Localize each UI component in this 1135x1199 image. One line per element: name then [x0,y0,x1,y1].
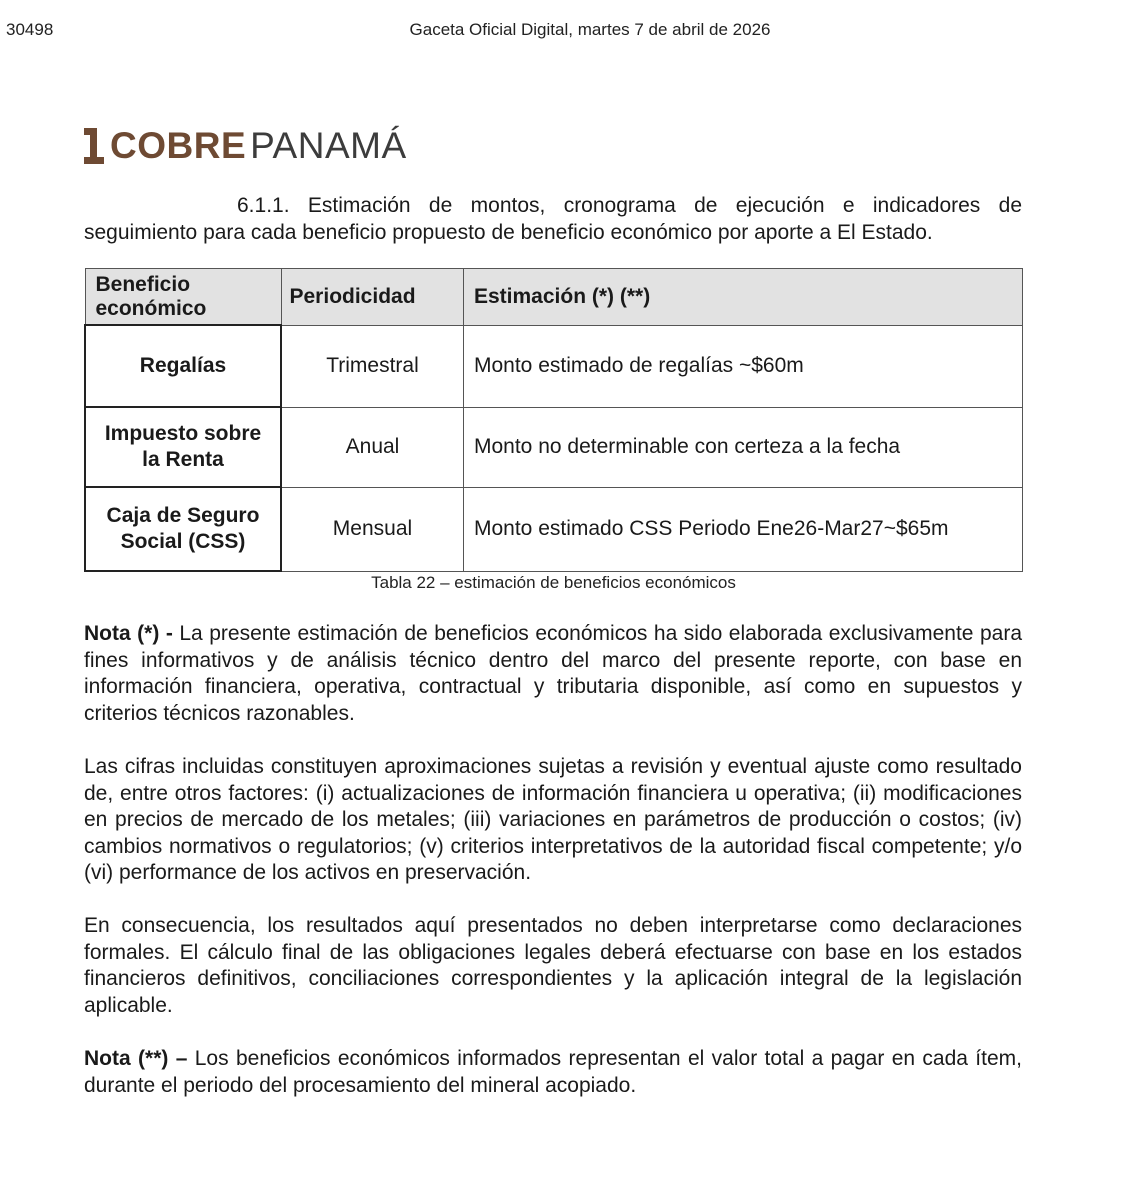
note-2-paragraph [84,1046,1022,1099]
company-logo [84,122,407,170]
table-caption: Tabla 22 – estimación de beneficios económicos [371,573,736,592]
period-cell: Anual [281,407,464,487]
period-cell: Mensual [281,487,464,571]
benefits-table [84,268,1023,572]
estimate-cell: Monto estimado de regalías ~$60m [464,325,1023,407]
paragraph-2: Las cifras incluidas constituyen aproximaciones sujetas a revisión y eventual ajuste como resultado de, entre otros factores: (i) actualizaciones de información financiera u operativa; (ii) modificaciones en precios de mercado de los metales; (iii) variaciones en parámetros de producción o costos; (iv) cambios normativos o regulatorios; (v) criterios interpretativos de la autoridad fiscal competente; y/o (vi) performance de los activos en preservación. [84,755,1022,884]
note-1-label: Nota (*) - [84,622,173,645]
header-estimate: Estimación (*) (**) [464,269,1023,326]
logo-text-panama: PANAMÁ [250,125,407,166]
header-benefit: Beneficio económico [85,269,281,326]
table-row [85,407,1023,487]
paragraph-3: En consecuencia, los resultados aquí presentados no deben interpretarse como declaraciones formales. El cálculo final de las obligaciones legales deberá efectuarse con base en los estados financieros definitivos, conciliaciones correspondientes y la aplicación integral de la legislación aplicable. [84,914,1022,1017]
estimate-cell: Monto no determinable con certeza a la fecha [464,407,1023,487]
benefit-cell: Caja de Seguro Social (CSS) [85,487,281,571]
note-2-label: Nota (**) – [84,1047,188,1070]
table-row [85,325,1023,407]
note-1-paragraph [84,621,1022,727]
benefit-cell: Regalías [85,325,281,407]
logo-mark-icon [84,128,104,164]
logo-text-cobre: COBRE [110,125,247,166]
page-number: 30498 [6,20,54,39]
note-2-text: Los beneficios económicos informados representan el valor total a pagar en cada ítem, durante el periodo del procesamiento del mineral acopiado. [84,1047,1022,1097]
header-period: Periodicidad [281,269,464,326]
table-header-row [85,269,1023,326]
period-cell: Trimestral [281,325,464,407]
estimate-cell: Monto estimado CSS Periodo Ene26-Mar27~$65m [464,487,1023,571]
benefit-cell: Impuesto sobre la Renta [85,407,281,487]
table-row [85,487,1023,571]
section-heading: 6.1.1. Estimación de montos, cronograma de ejecución e indicadores de seguimiento para cada beneficio propuesto de beneficio económico por aporte a El Estado. [84,194,1022,244]
note-1-text: La presente estimación de beneficios económicos ha sido elaborada exclusivamente para fines informativos y de análisis técnico dentro del marco del presente reporte, con base en información financiera, operativa, contractual y tributaria disponible, así como en supuestos y criterios técnicos razonables. [84,622,1023,725]
gazette-header: Gaceta Oficial Digital, martes 7 de abril de 2026 [409,20,771,39]
